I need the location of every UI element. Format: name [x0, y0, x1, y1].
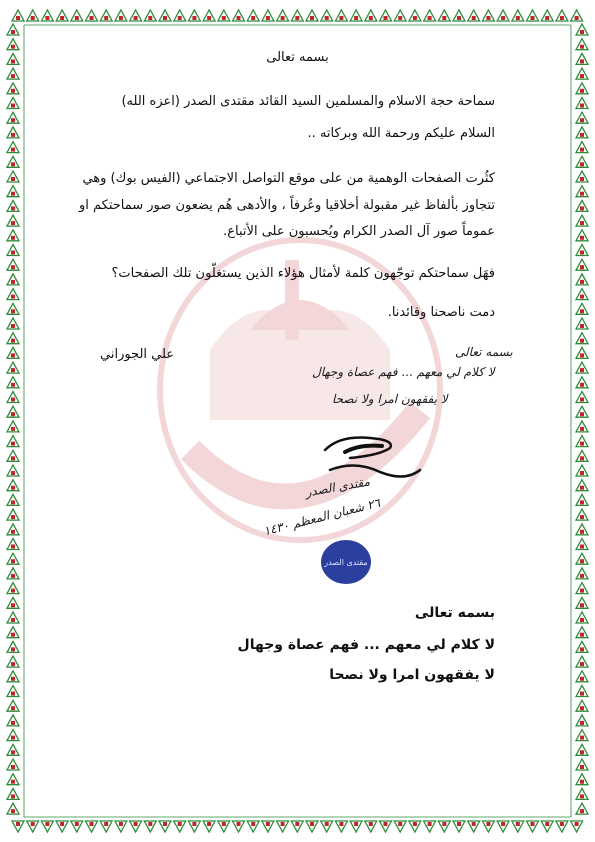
border-motif: [203, 821, 215, 832]
border-motif: [497, 10, 509, 21]
border-motif: [576, 480, 588, 491]
border-motif: [380, 10, 392, 21]
border-motif: [233, 821, 245, 832]
border-motif: [576, 421, 588, 432]
handwritten-date: ٢٦ شعبان المعظم ١٤٣٠: [262, 495, 382, 539]
border-motif: [130, 821, 142, 832]
border-motif: [115, 821, 127, 832]
letter-question: فهَل سماحتكم توجّهون كلمة لأمثال هؤلاء الذين يستغلّون تلك الصفحات؟: [111, 266, 495, 281]
border-motif: [576, 553, 588, 564]
handwritten-line-2: لا كلام لي معهم ... فهم عصاة وجهال: [312, 365, 495, 379]
border-motif: [576, 362, 588, 373]
border-motif: [576, 53, 588, 64]
border-motif: [321, 821, 333, 832]
border-motif: [576, 186, 588, 197]
border-motif: [115, 10, 127, 21]
border-motif: [7, 245, 19, 256]
border-motif: [291, 821, 303, 832]
border-motif: [571, 10, 583, 21]
border-motif: [7, 289, 19, 300]
border-motif: [7, 53, 19, 64]
border-motif: [7, 142, 19, 153]
border-motif: [56, 821, 68, 832]
border-motif: [7, 509, 19, 520]
border-motif: [438, 821, 450, 832]
border-motif: [7, 215, 19, 226]
border-motif: [306, 821, 318, 832]
border-motif: [130, 10, 142, 21]
border-motif: [7, 259, 19, 270]
border-motif: [335, 10, 347, 21]
border-motif: [306, 10, 318, 21]
border-motif: [7, 186, 19, 197]
border-motif: [576, 656, 588, 667]
border-motif: [100, 821, 112, 832]
border-motif: [7, 539, 19, 550]
border-motif: [482, 10, 494, 21]
border-motif: [7, 318, 19, 329]
border-motif: [7, 494, 19, 505]
border-motif: [527, 10, 539, 21]
border-motif: [576, 289, 588, 300]
border-motif: [576, 39, 588, 50]
border-motif: [527, 821, 539, 832]
border-motif: [576, 509, 588, 520]
border-motif: [7, 759, 19, 770]
border-motif: [576, 700, 588, 711]
border-motif: [159, 821, 171, 832]
border-motif: [453, 10, 465, 21]
border-motif: [7, 803, 19, 814]
border-motif: [576, 406, 588, 417]
border-motif: [576, 274, 588, 285]
letter-sender: علي الجوراني: [100, 347, 175, 362]
border-motif: [576, 583, 588, 594]
border-motif: [7, 68, 19, 79]
border-motif: [576, 686, 588, 697]
border-motif: [576, 215, 588, 226]
border-motif: [86, 10, 98, 21]
border-motif: [27, 10, 39, 21]
border-motif: [7, 24, 19, 35]
border-motif: [7, 788, 19, 799]
border-motif: [7, 392, 19, 403]
border-motif: [576, 245, 588, 256]
border-motif: [277, 821, 289, 832]
border-motif: [100, 10, 112, 21]
border-motif: [262, 821, 274, 832]
border-motif: [576, 171, 588, 182]
border-motif: [7, 450, 19, 461]
border-motif: [277, 10, 289, 21]
border-motif: [41, 821, 53, 832]
border-motif: [380, 821, 392, 832]
border-motif: [7, 156, 19, 167]
border-motif: [576, 377, 588, 388]
border-motif: [576, 759, 588, 770]
border-motif: [512, 821, 524, 832]
border-motif: [7, 112, 19, 123]
border-motif: [576, 200, 588, 211]
border-motif: [7, 200, 19, 211]
seal-stamp: [321, 540, 371, 584]
border-motif: [7, 656, 19, 667]
border-motif: [350, 10, 362, 21]
letter-body-line-3: عموماً صور آل الصدر الكرام ويُحسبون على الأتباع.: [223, 224, 495, 239]
border-motif: [174, 10, 186, 21]
border-motif: [7, 406, 19, 417]
border-motif: [541, 821, 553, 832]
border-motif: [453, 821, 465, 832]
border-motif: [482, 821, 494, 832]
border-motif: [41, 10, 53, 21]
border-motif: [576, 333, 588, 344]
border-motif: [576, 465, 588, 476]
transcription-line-1: بسمه تعالى: [414, 605, 495, 621]
border-motif: [576, 68, 588, 79]
border-motif: [556, 821, 568, 832]
border-motif: [576, 436, 588, 447]
handwritten-line-1: بسمه تعالى: [455, 345, 513, 359]
border-motif: [576, 98, 588, 109]
border-motif: [576, 568, 588, 579]
letter-heading: بسمه تعالى: [266, 50, 329, 65]
border-motif: [7, 671, 19, 682]
border-motif: [203, 10, 215, 21]
border-motif: [576, 730, 588, 741]
transcription-line-3: لا يفقهون امرا ولا نصحا: [329, 667, 495, 683]
border-motif: [576, 156, 588, 167]
border-motif: [71, 821, 83, 832]
border-motif: [576, 774, 588, 785]
border-motif: [438, 10, 450, 21]
border-motif: [86, 821, 98, 832]
border-motif: [7, 333, 19, 344]
border-motif: [541, 10, 553, 21]
border-motif: [7, 303, 19, 314]
border-motif: [556, 10, 568, 21]
border-motif: [7, 641, 19, 652]
border-motif: [7, 39, 19, 50]
border-motif: [7, 568, 19, 579]
border-motif: [7, 274, 19, 285]
border-motif: [7, 421, 19, 432]
border-motif: [576, 347, 588, 358]
border-motif: [576, 303, 588, 314]
border-motif: [218, 10, 230, 21]
border-motif: [144, 10, 156, 21]
border-motif: [12, 10, 24, 21]
border-motif: [12, 821, 24, 832]
border-motif: [576, 803, 588, 814]
border-motif: [7, 715, 19, 726]
border-motif: [571, 821, 583, 832]
border-motif: [56, 10, 68, 21]
border-motif: [424, 821, 436, 832]
border-motif: [233, 10, 245, 21]
border-motif: [7, 377, 19, 388]
border-motif: [7, 436, 19, 447]
border-motif: [7, 583, 19, 594]
border-motif: [27, 821, 39, 832]
border-motif: [7, 597, 19, 608]
border-motif: [71, 10, 83, 21]
border-motif: [7, 553, 19, 564]
border-motif: [576, 788, 588, 799]
letter-body-line-2: تتجاوز بألفاظ غير مقبولة أخلاقيا وعُرفاً ، والأدهى هُم يضعون صور سماحتكم او: [78, 198, 495, 213]
border-motif: [576, 524, 588, 535]
border-motif: [576, 259, 588, 270]
border-motif: [7, 480, 19, 491]
handwritten-signature: [310, 430, 430, 485]
border-motif: [321, 10, 333, 21]
border-motif: [7, 627, 19, 638]
border-motif: [7, 465, 19, 476]
border-motif: [394, 10, 406, 21]
letter-address: سماحة حجة الاسلام والمسلمين السيد القائد مقتدى الصدر (اعزه الله): [121, 94, 495, 109]
border-motif: [7, 700, 19, 711]
border-motif: [576, 112, 588, 123]
border-motif: [7, 744, 19, 755]
border-motif: [7, 127, 19, 138]
letter-closing: دمت ناصحنا وقائدنا.: [387, 305, 495, 320]
border-motif: [576, 83, 588, 94]
border-motif: [576, 744, 588, 755]
border-motif: [144, 821, 156, 832]
border-motif: [576, 641, 588, 652]
border-motif: [497, 821, 509, 832]
border-motif: [7, 347, 19, 358]
border-motif: [576, 230, 588, 241]
border-motif: [512, 10, 524, 21]
border-motif: [335, 821, 347, 832]
border-motif: [7, 98, 19, 109]
border-motif: [576, 539, 588, 550]
border-motif: [576, 612, 588, 623]
border-motif: [7, 612, 19, 623]
border-motif: [365, 10, 377, 21]
border-motif: [188, 821, 200, 832]
seal-stamp-text: مقتدى الصدر: [324, 557, 368, 567]
border-motif: [576, 318, 588, 329]
border-motif: [262, 10, 274, 21]
border-motif: [576, 597, 588, 608]
border-motif: [188, 10, 200, 21]
border-motif: [247, 821, 259, 832]
border-motif: [576, 671, 588, 682]
border-motif: [7, 524, 19, 535]
border-motif: [576, 627, 588, 638]
border-motif: [409, 10, 421, 21]
border-motif: [576, 494, 588, 505]
border-motif: [576, 715, 588, 726]
border-motif: [576, 450, 588, 461]
border-motif: [7, 686, 19, 697]
border-motif: [409, 821, 421, 832]
border-motif: [291, 10, 303, 21]
transcription-line-2: لا كلام لي معهم ... فهم عصاة وجهال: [237, 637, 495, 653]
border-motif: [7, 730, 19, 741]
border-motif: [7, 230, 19, 241]
border-motif: [350, 821, 362, 832]
border-motif: [7, 171, 19, 182]
border-motif: [576, 24, 588, 35]
handwritten-signature-name: مقتدى الصدر: [304, 474, 371, 500]
border-motif: [365, 821, 377, 832]
handwritten-line-3: لا يفقهون امرا ولا نصحا: [332, 392, 448, 406]
border-motif: [468, 821, 480, 832]
border-motif: [7, 774, 19, 785]
border-motif: [468, 10, 480, 21]
letter-greeting: السلام عليكم ورحمة الله وبركاته ..: [307, 126, 495, 141]
border-motif: [218, 821, 230, 832]
border-motif: [7, 83, 19, 94]
border-motif: [394, 821, 406, 832]
border-motif: [174, 821, 186, 832]
border-motif: [424, 10, 436, 21]
border-motif: [576, 127, 588, 138]
border-motif: [576, 142, 588, 153]
border-motif: [159, 10, 171, 21]
border-motif: [7, 362, 19, 373]
border-motif: [576, 392, 588, 403]
letter-body-line-1: كثُرت الصفحات الوهمية من على موقع التواصل الاجتماعي (الفيس بوك) وهي: [82, 171, 495, 186]
border-motif: [247, 10, 259, 21]
